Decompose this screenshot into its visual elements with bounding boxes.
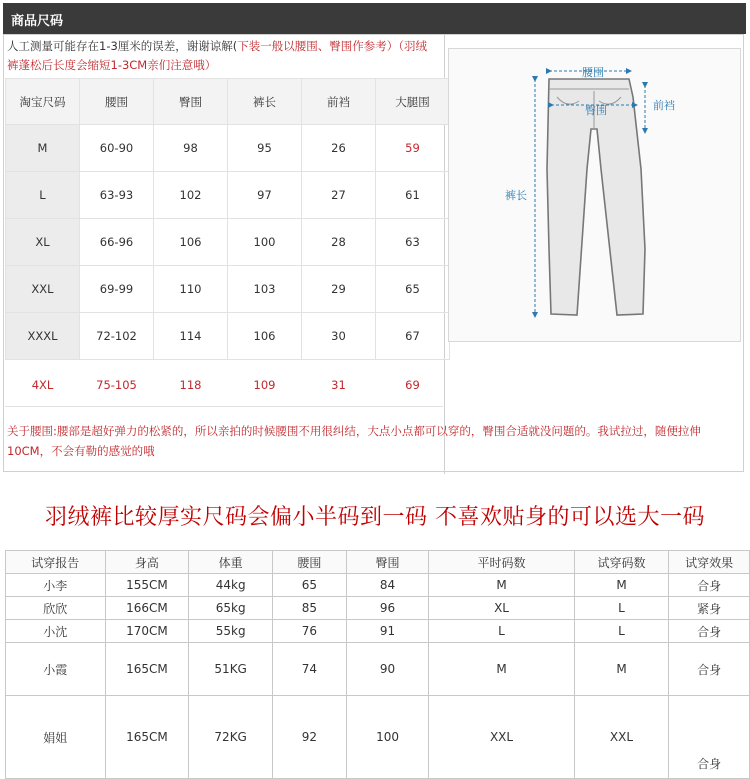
- size-header-cell: 腰围: [80, 79, 154, 125]
- tryon-cell: XXL: [429, 696, 574, 779]
- tryon-cell: 91: [346, 620, 429, 643]
- tryon-cell: 55kg: [189, 620, 273, 643]
- size-header-cell: 前裆: [302, 79, 376, 125]
- tryon-header-cell: 平时码数: [429, 551, 574, 574]
- size-header-cell: 臀围: [154, 79, 228, 125]
- tryon-cell: 小沈: [6, 620, 106, 643]
- tryon-cell: M: [574, 643, 669, 696]
- tryon-cell: 44kg: [189, 574, 273, 597]
- size-cell: 63-93: [80, 172, 154, 219]
- tryon-cell: 合身: [669, 643, 750, 696]
- size-cell: 118: [179, 378, 202, 392]
- pants-diagram: [448, 48, 741, 342]
- size-cell: 102: [154, 172, 228, 219]
- size-cell: XXXL: [6, 313, 80, 360]
- tryon-header-cell: 体重: [189, 551, 273, 574]
- size-cell: 4XL: [31, 378, 54, 392]
- table-row: [6, 219, 450, 266]
- size-cell: XL: [6, 219, 80, 266]
- waist-label: 腰围: [582, 66, 604, 79]
- size-cell: 26: [302, 125, 376, 172]
- tryon-header-cell: 身高: [105, 551, 189, 574]
- tryon-cell: 166CM: [105, 597, 189, 620]
- rise-label: 前裆: [653, 99, 675, 112]
- tryon-cell: L: [429, 620, 574, 643]
- size-header-cell: 淘宝尺码: [6, 79, 80, 125]
- size-cell: 109: [253, 378, 276, 392]
- table-row: [6, 172, 450, 219]
- tryon-cell: 紧身: [669, 597, 750, 620]
- tryon-cell: 76: [273, 620, 347, 643]
- size-cell: 103: [228, 266, 302, 313]
- tryon-cell: 84: [346, 574, 429, 597]
- tryon-cell: M: [429, 643, 574, 696]
- size-header-cell: 裤长: [228, 79, 302, 125]
- tryon-cell: 74: [273, 643, 347, 696]
- tryon-header-cell: 试穿码数: [574, 551, 669, 574]
- tryon-table: [5, 550, 750, 779]
- size-cell: 106: [154, 219, 228, 266]
- size-header-cell: 大腿围: [376, 79, 450, 125]
- size-cell: 61: [376, 172, 450, 219]
- length-label: 裤长: [505, 189, 527, 202]
- tryon-header-cell: 腰围: [273, 551, 347, 574]
- tryon-cell: L: [574, 620, 669, 643]
- size-cell: 65: [376, 266, 450, 313]
- note-red-text: 下装一般以腰围、臀围作参考）（羽绒裤蓬松后长度会缩短1-3CM亲们注意哦）: [7, 39, 428, 72]
- tryon-cell: 小李: [6, 574, 106, 597]
- tryon-cell: 85: [273, 597, 347, 620]
- size-cell: XXL: [6, 266, 80, 313]
- tryon-cell: M: [574, 574, 669, 597]
- pants-outline-icon: [449, 49, 740, 341]
- size-cell: 100: [228, 219, 302, 266]
- table-row: [6, 313, 450, 360]
- waist-note: 关于腰围:腰部是超好弹力的松紧的，所以亲拍的时候腰围不用很纠结，大点小点都可以穿的，臀围合适就没问题的。我试拉过，随便拉伸10CM，不会有勒的感觉的哦: [7, 424, 701, 458]
- tryon-cell: XXL: [574, 696, 669, 779]
- hip-label: 臀围: [585, 104, 607, 117]
- table-row: [6, 597, 750, 620]
- size-cell: 98: [154, 125, 228, 172]
- table-row: [6, 360, 450, 411]
- tryon-header-cell: 臀围: [346, 551, 429, 574]
- size-cell: 29: [302, 266, 376, 313]
- size-cell: 60-90: [80, 125, 154, 172]
- table-row: [6, 620, 750, 643]
- tryon-cell: 小霞: [6, 643, 106, 696]
- size-cell: 95: [228, 125, 302, 172]
- size-cell: 69: [405, 378, 420, 392]
- tryon-cell: 51KG: [189, 643, 273, 696]
- tryon-cell: 96: [346, 597, 429, 620]
- tryon-cell: 65kg: [189, 597, 273, 620]
- tryon-cell: 65: [273, 574, 347, 597]
- size-cell: 66-96: [80, 219, 154, 266]
- section-header: [3, 3, 746, 34]
- tryon-cell: 90: [346, 643, 429, 696]
- size-cell: 30: [302, 313, 376, 360]
- tryon-cell: 合身: [669, 696, 750, 779]
- size-cell: L: [6, 172, 80, 219]
- tryon-cell: 72KG: [189, 696, 273, 779]
- size-cell: 27: [302, 172, 376, 219]
- divider: [5, 406, 443, 407]
- tryon-cell: 155CM: [105, 574, 189, 597]
- table-row: [6, 696, 750, 779]
- size-cell: 69-99: [80, 266, 154, 313]
- tryon-cell: L: [574, 597, 669, 620]
- measurement-note: [7, 37, 437, 75]
- size-cell: 72-102: [80, 313, 154, 360]
- tryon-cell: 165CM: [105, 696, 189, 779]
- table-row: [6, 125, 450, 172]
- tryon-header-cell: 试穿报告: [6, 551, 106, 574]
- tryon-cell: 娟姐: [6, 696, 106, 779]
- table-row: [6, 266, 450, 313]
- section-title: 商品尺码: [11, 14, 64, 29]
- size-cell: 106: [228, 313, 302, 360]
- size-cell: 97: [228, 172, 302, 219]
- size-cell: 28: [302, 219, 376, 266]
- size-cell: 59: [376, 125, 450, 172]
- tryon-cell: 合身: [669, 620, 750, 643]
- size-cell: 63: [376, 219, 450, 266]
- tryon-cell: 170CM: [105, 620, 189, 643]
- sizing-banner: 羽绒裤比较厚实尺码会偏小半码到一码 不喜欢贴身的可以选大一码: [45, 505, 705, 530]
- size-cell: 114: [154, 313, 228, 360]
- tryon-cell: 合身: [669, 574, 750, 597]
- size-cell: 75-105: [96, 378, 137, 392]
- tryon-cell: 165CM: [105, 643, 189, 696]
- size-cell: 110: [154, 266, 228, 313]
- tryon-cell: M: [429, 574, 574, 597]
- size-table: [5, 78, 450, 410]
- tryon-header-cell: 试穿效果: [669, 551, 750, 574]
- size-cell: 31: [331, 378, 346, 392]
- table-row: [6, 643, 750, 696]
- table-row: [6, 574, 750, 597]
- tryon-table-header: [6, 551, 750, 574]
- tryon-cell: 欣欣: [6, 597, 106, 620]
- tryon-cell: XL: [429, 597, 574, 620]
- size-cell: M: [6, 125, 80, 172]
- size-cell: 67: [376, 313, 450, 360]
- tryon-cell: 100: [346, 696, 429, 779]
- tryon-cell: 92: [273, 696, 347, 779]
- size-table-header: [6, 79, 450, 125]
- note-text: 人工测量可能存在1-3厘米的误差，谢谢谅解(: [7, 39, 238, 53]
